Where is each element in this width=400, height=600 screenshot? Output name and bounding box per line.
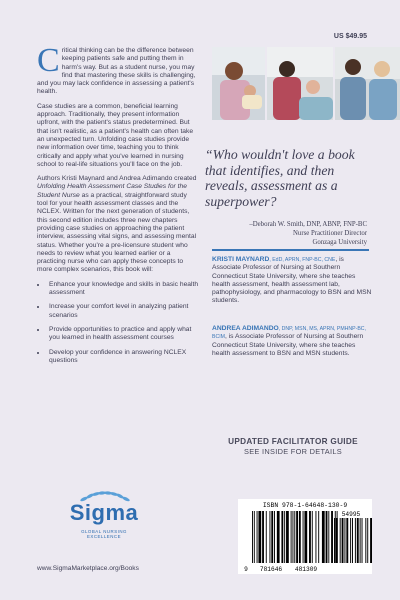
barcode-bar [344,518,345,563]
author-name: KRISTI MAYNARD [212,256,270,263]
facilitator-subtitle: SEE INSIDE FOR DETAILS [243,447,343,456]
barcode-bar [350,518,351,563]
barcode-bar [352,518,353,563]
list-item: • Increase your comfort level in analyzing patient scenarios [47,303,199,320]
barcode-bar [252,511,253,563]
isbn-text: ISBN 978-1-64648-130-9 [262,502,348,509]
author-credentials: , EdD, APRN, FNP-BC, CNE [269,257,336,263]
quote-attribution: –Deborah W. Smith, DNP, ABNP, FNP-BC Nurse Practitioner Director Gonzaga University [249,221,367,246]
facilitator-guide-note [212,437,374,456]
barcode-digit-first: 9 [244,566,248,573]
barcode-bar [254,511,255,563]
barcode-bar [318,511,319,563]
barcode-bar [286,511,289,563]
barcode-bar [258,511,261,563]
barcode-bar [322,511,325,563]
barcode-bar [262,511,264,563]
barcode-bar [257,511,258,563]
sigma-logo [64,488,144,548]
case-studies-paragraph: Case studies are a common, beneficial learning approach. Traditionally, they present information upfront, with the patient's status predetermined. But that isn't realistic, as a patient's health can often take an unexpected turn. Unfolding case studies provide new information over time, teaching you to think critically and apply what you've learned in nursing school to real-life situations you'll face on the job. [37,102,194,168]
barcode-bar [299,511,301,563]
barcode-bar [292,511,293,563]
barcode-bar [367,518,368,563]
barcode-bar [326,511,328,563]
author-bio-maynard: KRISTI MAYNARD, EdD, APRN, FNP-BC, CNE, is Associate Professor of Nursing at Southern Connecticut State University, where she teaches health assessment, health assessment lab, pathophysiology, and pharmacology to BSN and MSN students. [212,256,372,305]
author-bio-adimando: ANDREA ADIMANDO, DNP, MSN, MS, APRN, PMHNP-BC, BCIM, is Associate Professor of Nursing at Southern Connecticut State University, where she teaches health assessment to BSN and MSN students. [212,325,366,357]
barcode-bar [331,511,333,563]
facilitator-title: UPDATED FACILITATOR GUIDE [228,437,358,446]
barcode-bar [309,511,311,563]
barcode-bar [281,511,283,563]
barcode-bar [284,511,285,563]
intro-paragraph: Critical thinking can be the difference between keeping patients safe and putting them in harm's way. But as a student nurse, you may find that mastering these skills is challenging, and you may lack confidence in assessing a patient's health. [37,42,196,96]
logo-wordmark: Sigma [69,500,139,525]
barcode-bar [340,518,341,563]
list-item: • Enhance your knowledge and skills in basic health assessment [47,281,199,298]
author-credentials: , DNP, MSN, MS, APRN, PMHNP-BC, BCIM [212,326,366,341]
barcode-bar [277,511,280,563]
barcode-bar [303,511,304,563]
barcode-bar [304,511,307,563]
divider [212,249,369,251]
barcode-digits-left: 781646 [259,566,283,573]
logo-tagline: GLOBAL NURSING EXCELLENCE [81,529,127,539]
photo-nurse-with-patient [267,47,333,120]
photo-strip [212,47,400,120]
barcode-graphic [238,509,372,574]
barcode-price-code: 54995 [341,511,361,518]
price-label: US $49.95 [333,33,367,40]
list-item: • Develop your confidence in answering NCLEX questions [47,349,199,366]
barcode-bar [269,511,270,563]
publisher-url: www.SigmaMarketplace.org/Books [37,565,139,572]
barcode-bar [342,518,344,563]
barcode-bar [312,511,313,563]
author-name: ANDREA ADIMANDO [212,325,279,332]
drop-cap: C [37,42,60,79]
barcode-bar [296,511,298,563]
barcode-bar [315,511,316,563]
barcode-bar [355,518,356,563]
barcode-bar [370,518,372,563]
barcode-bar [294,511,295,563]
barcode-bar [360,518,361,563]
barcode-bar [271,511,273,563]
barcode-bar [328,511,329,563]
barcode-bar [357,518,359,563]
barcode-bar [274,511,275,563]
barcode-bar [336,518,338,563]
endorsement-quote: “Who wouldn't love a book that identifies, and then reveals, assessment as a superpower? [205,147,355,209]
authors-paragraph: Authors Kristi Maynard and Andrea Adimando created Unfolding Health Assessment Case Studies for the Student Nurse as a practical, straightforward study tool for your health assessment classes and the NCLEX. Written for the next generation of students, this second edition includes three new chapters providing case studies on approaching the patient interview, assessing vital signs, and assessing mental status. Whether you're a pre-licensure student who needs to review what you learned earlier or a practicing nurse who can apply these concepts to more complex scenarios, this book will: [37,175,197,274]
description-column [37,42,199,371]
barcode-bar [334,518,335,563]
photo-nurse-with-baby [212,47,265,120]
barcode-bar [291,511,292,563]
barcode-bar [365,518,366,563]
barcode-bar [346,518,348,563]
list-item: • Provide opportunities to practice and apply what you learned in health assessment courses [47,326,199,343]
photo-nurses-group [335,47,400,120]
barcode-bar [266,511,267,563]
barcode-bar [362,518,363,563]
book-title: Unfolding Health Assessment Case Studies for the Student Nurse [37,183,187,199]
barcode-digits-right: 481309 [294,566,318,573]
barcode-block [238,499,372,574]
benefits-list [37,281,199,365]
